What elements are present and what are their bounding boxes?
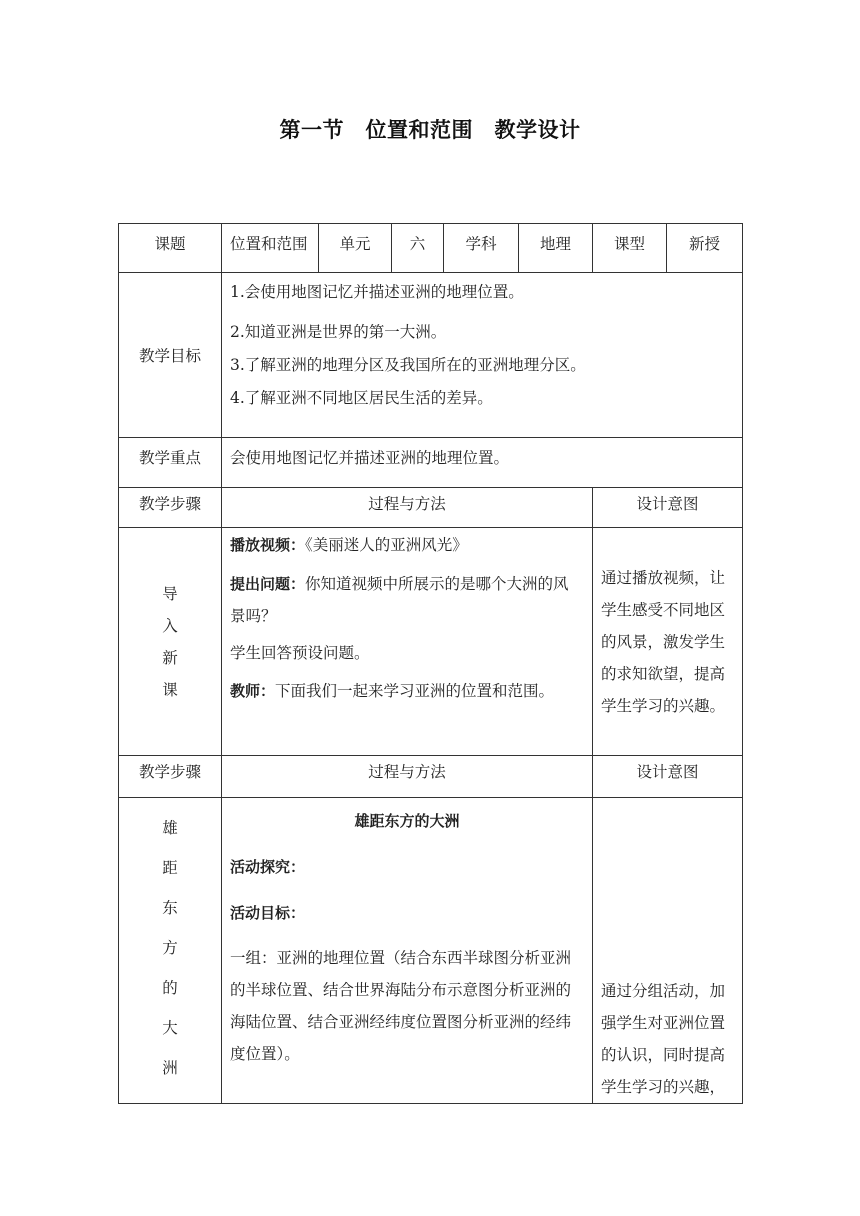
step-char: 课: [162, 680, 178, 699]
step-char: 新: [162, 648, 178, 667]
step-char: 雄: [162, 819, 178, 837]
objectives-label: 教学目标: [119, 273, 222, 438]
part1-process-cell: [222, 798, 593, 1104]
part1-row: [119, 798, 743, 1104]
question-text: 你知道视频中所展示的是哪个大洲的风景吗？: [230, 575, 569, 625]
teacher-label: 教师：: [230, 682, 276, 700]
key-point-value: 会使用地图记忆并描述亚洲的地理位置。: [222, 438, 743, 488]
document-title: 第一节 位置和范围 教学设计: [279, 118, 581, 142]
step-char: 方: [162, 939, 178, 957]
intro-step-cell: [119, 528, 222, 756]
step-char: 入: [162, 616, 178, 635]
steps-header: 教学步骤: [119, 488, 222, 528]
objectives-list: [222, 273, 743, 438]
type-label: 课型: [593, 224, 667, 273]
step-char: 导: [162, 584, 178, 603]
unit-label: 单元: [319, 224, 392, 273]
part1-step-cell: [119, 798, 222, 1104]
video-title: 《美丽迷人的亚洲风光》: [305, 536, 468, 554]
question-label: 提出问题：: [230, 575, 306, 593]
part1-intent-cell: 通过分组活动，加强学生对亚洲位置的认识，同时提高学生学习的兴趣，: [593, 798, 743, 1104]
unit-value: 六: [392, 224, 444, 273]
process-header: 过程与方法: [222, 756, 593, 798]
part1-heading: 雄距东方的大洲: [354, 812, 460, 830]
intent-header: 设计意图: [593, 756, 743, 798]
step-char: 大: [162, 1019, 178, 1037]
step-char: 东: [162, 899, 178, 917]
key-point-label: 教学重点: [119, 438, 222, 488]
key-point-row: [119, 438, 743, 488]
goal-label: 活动目标：: [230, 904, 306, 922]
section-header-row: [119, 756, 743, 798]
topic-value: 位置和范围: [222, 224, 319, 273]
subject-value: 地理: [519, 224, 593, 273]
intro-intent-cell: 通过播放视频，让学生感受不同地区的风景，激发学生的求知欲望，提高学生学习的兴趣。: [593, 528, 743, 756]
process-header: 过程与方法: [222, 488, 593, 528]
step-char: 洲: [162, 1059, 178, 1077]
lesson-plan-table: [118, 223, 743, 1104]
objective-item: 1.会使用地图记忆并描述亚洲的地理位置。: [230, 283, 524, 301]
section-header-row: [119, 488, 743, 528]
step-char: 距: [162, 859, 178, 877]
type-value: 新授: [667, 224, 743, 273]
teacher-text: 下面我们一起来学习亚洲的位置和范围。: [275, 682, 555, 700]
objective-item: 3.了解亚洲的地理分区及我国所在的亚洲地理分区。: [230, 356, 586, 374]
subject-label: 学科: [444, 224, 519, 273]
step-char: 的: [162, 979, 178, 997]
intro-row: [119, 528, 743, 756]
topic-label: 课题: [119, 224, 222, 273]
objective-item: 4.了解亚洲不同地区居民生活的差异。: [230, 389, 493, 407]
steps-header: 教学步骤: [119, 756, 222, 798]
activity-label: 活动探究：: [230, 858, 306, 876]
objective-item: 2.知道亚洲是世界的第一大洲。: [230, 323, 447, 341]
header-row: [119, 224, 743, 273]
objectives-row: [119, 273, 743, 438]
intro-process-cell: [222, 528, 593, 756]
group1-text: 一组：亚洲的地理位置（结合东西半球图分析亚洲的半球位置、结合世界海陆分布示意图分析亚洲的海陆位置、结合亚洲经纬度位置图分析亚洲的经纬度位置）。: [230, 949, 572, 1063]
video-label: 播放视频：: [230, 536, 306, 554]
intent-header: 设计意图: [593, 488, 743, 528]
student-text: 学生回答预设问题。: [230, 644, 370, 662]
